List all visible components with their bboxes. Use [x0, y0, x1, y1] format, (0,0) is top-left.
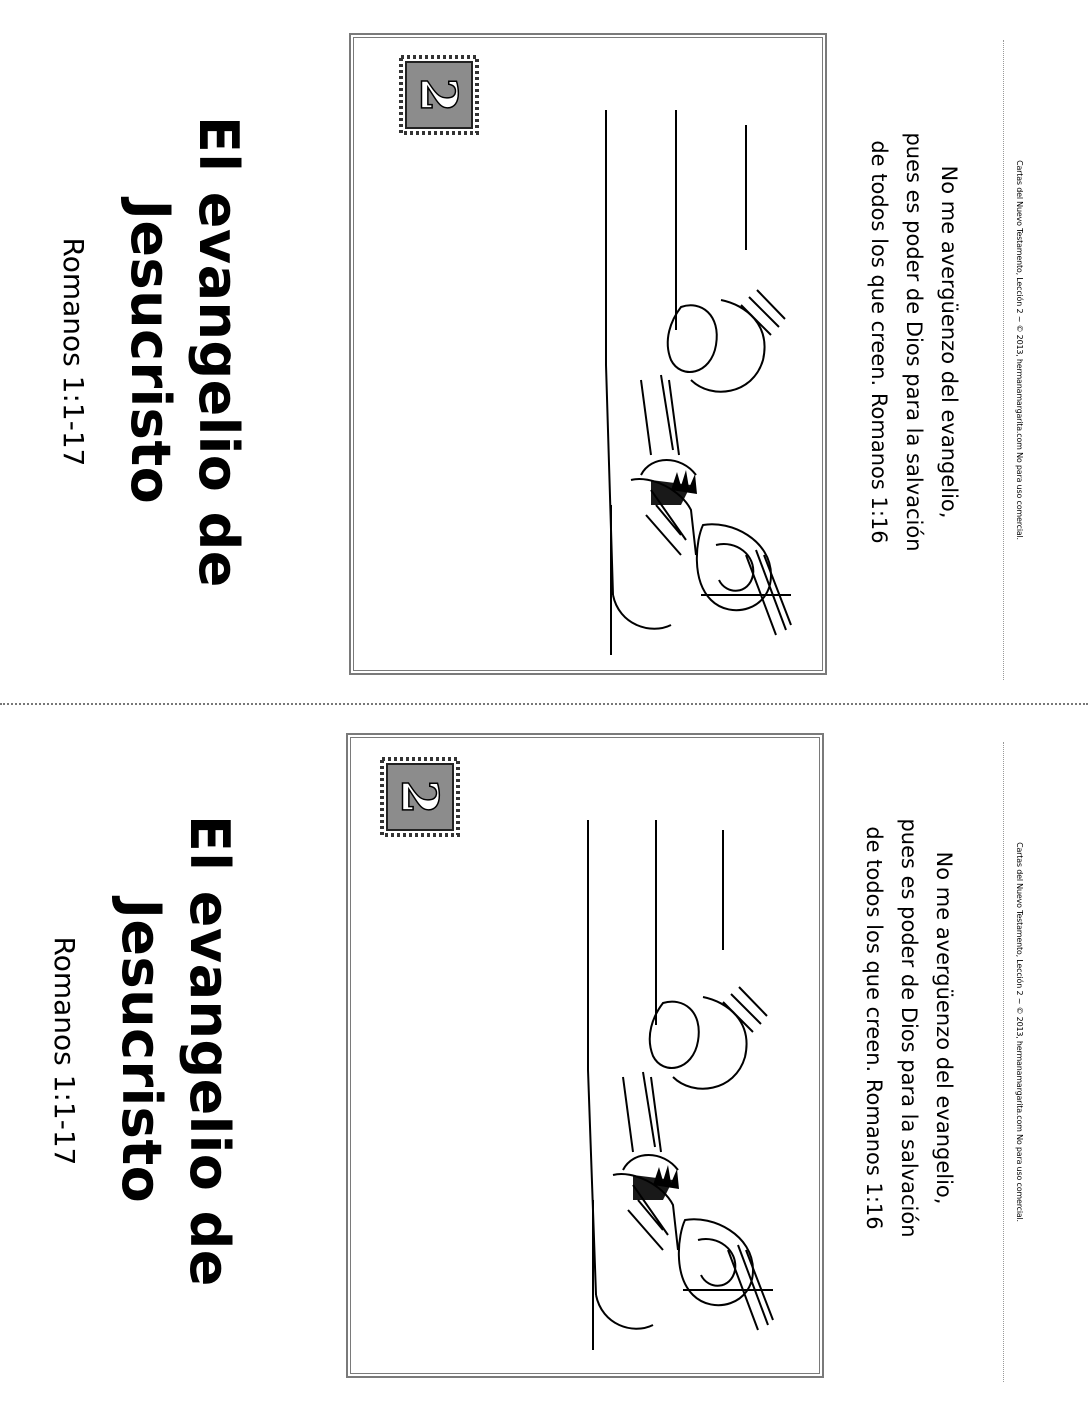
credit-block — [1010, 30, 1030, 670]
illustration-frame — [349, 33, 827, 675]
badge-number: 2 — [390, 779, 450, 815]
verse-line-1: No me avergüenzo del evangelio, — [937, 165, 962, 519]
verse-line-1: No me avergüenzo del evangelio, — [932, 851, 957, 1205]
scroll-illustration — [351, 35, 825, 673]
lesson-number-stamp-icon — [401, 57, 477, 133]
badge-number: 2 — [409, 77, 469, 113]
verse-line-3: de todos los que creen. Romanos 1:16 — [862, 826, 887, 1230]
credit-rule — [1003, 40, 1004, 680]
credit-rule — [1003, 742, 1004, 1382]
scroll-illustration — [348, 735, 822, 1376]
verse-block — [849, 698, 969, 1358]
verse-line-3: de todos los que creen. Romanos 1:16 — [867, 140, 892, 544]
verse-block — [854, 12, 974, 672]
credit-text: Cartas del Nuevo Testamento, Lección 2 ~ © 2013, hermanamargarita.com No para uso comercial. — [1015, 842, 1025, 1222]
title-block — [57, 22, 251, 682]
title-block — [48, 721, 242, 1381]
credit-block — [1010, 712, 1030, 1352]
illustration-frame — [346, 733, 824, 1378]
credit-text: Cartas del Nuevo Testamento, Lección 2 ~ © 2013, hermanamargarita.com No para uso comercial. — [1015, 160, 1025, 540]
card-bottom — [0, 706, 1088, 1408]
verse-line-2: pues es poder de Dios para la salvación — [902, 132, 927, 552]
lesson-number-stamp-icon — [382, 759, 458, 835]
card-title: El evangelio de Jesucristo — [110, 815, 242, 1287]
card-reference: Romanos 1:1-17 — [48, 936, 82, 1166]
card-reference: Romanos 1:1-17 — [57, 237, 91, 467]
card-title: El evangelio de Jesucristo — [119, 116, 251, 588]
verse-line-2: pues es poder de Dios para la salvación — [897, 818, 922, 1238]
